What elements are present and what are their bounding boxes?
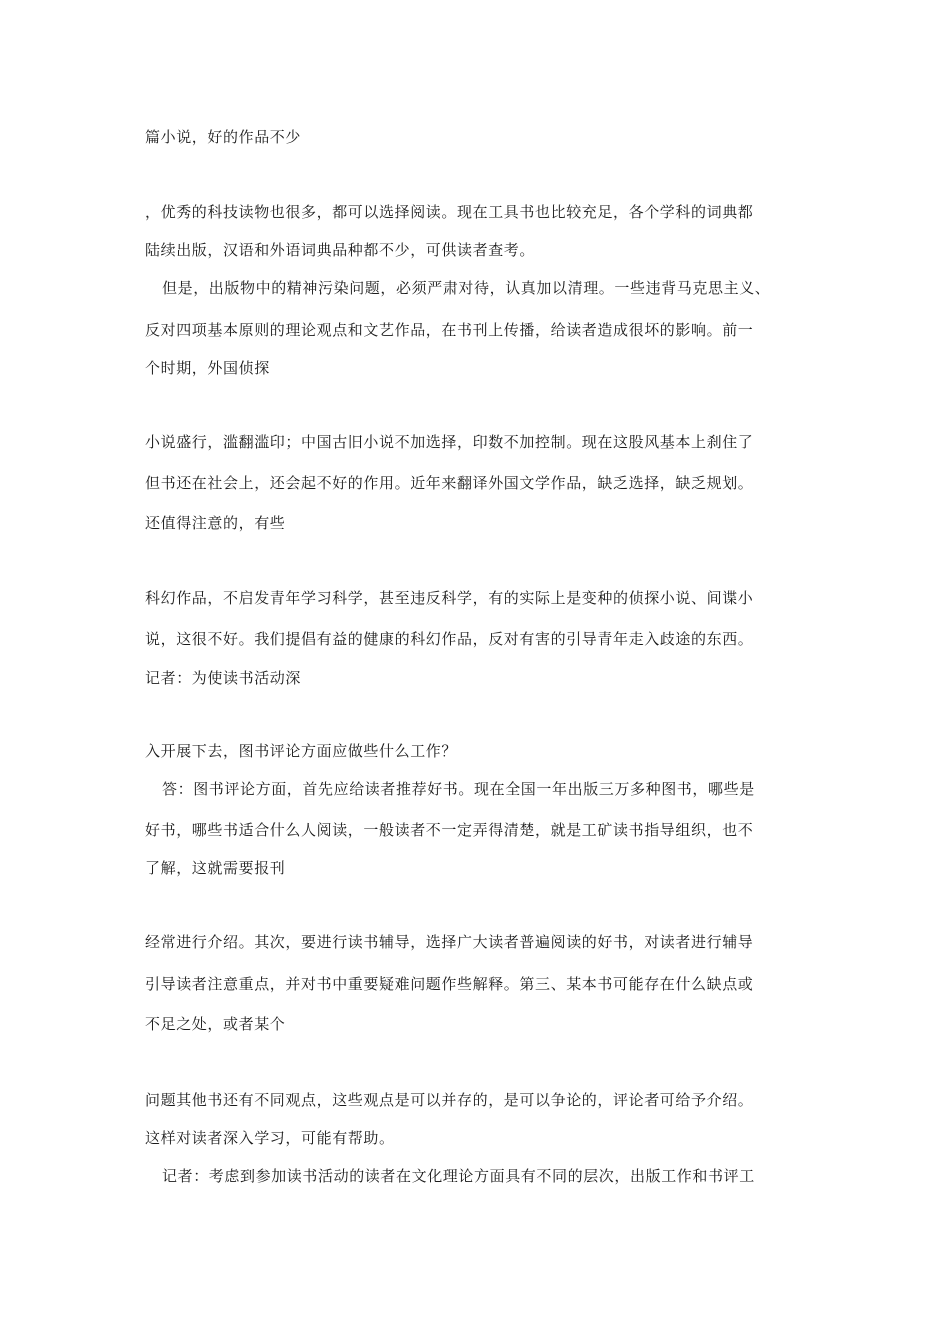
text-line: 个时期，外国侦探 [145,359,270,377]
text-line: 篇小说，好的作品不少 [145,128,302,146]
text-line: 记者：为使读书活动深 [145,669,302,687]
text-line: 经常进行介绍。其次，要进行读书辅导，选择广大读者普遍阅读的好书，对读者进行辅导 [145,933,754,951]
text-line: 还值得注意的，有些 [145,514,286,532]
text-line: 记者：考虑到参加读书活动的读者在文化理论方面具有不同的层次，出版工作和书评工 [162,1167,755,1185]
text-line: 小说盛行，滥翻滥印；中国古旧小说不加选择，印数不加控制。现在这股风基本上刹住了 [145,433,754,451]
text-line: 不足之处，或者某个 [145,1015,286,1033]
text-line: ，优秀的科技读物也很多，都可以选择阅读。现在工具书也比较充足，各个学科的词典都 [145,203,754,221]
text-line: 答：图书评论方面，首先应给读者推荐好书。现在全国一年出版三万多种图书，哪些是 [162,780,755,798]
text-line: 科幻作品，不启发青年学习科学，甚至违反科学，有的实际上是变种的侦探小说、间谍小 [145,589,754,607]
text-line: 但是，出版物中的精神污染问题，必须严肃对待，认真加以清理。一些违背马克思主义、 [162,279,771,297]
text-line: 了解，这就需要报刊 [145,859,286,877]
text-line: 好书，哪些书适合什么人阅读，一般读者不一定弄得清楚，就是工矿读书指导组织，也不 [145,821,754,839]
text-line: 入开展下去，图书评论方面应做些什么工作？ [145,742,458,760]
text-line: 说，这很不好。我们提倡有益的健康的科幻作品，反对有害的引导青年走入歧途的东西。 [145,630,754,648]
text-line: 反对四项基本原则的理论观点和文艺作品，在书刊上传播，给读者造成很坏的影响。前一 [145,321,754,339]
text-line: 陆续出版，汉语和外语词典品种都不少，可供读者查考。 [145,241,536,259]
text-line: 问题其他书还有不同观点，这些观点是可以并存的，是可以争论的，评论者可给予介绍。 [145,1091,754,1109]
text-line: 引导读者注意重点，并对书中重要疑难问题作些解释。第三、某本书可能存在什么缺点或 [145,975,754,993]
text-line: 这样对读者深入学习，可能有帮助。 [145,1129,395,1147]
text-line: 但书还在社会上，还会起不好的作用。近年来翻译外国文学作品，缺乏选择，缺乏规划。 [145,474,754,492]
